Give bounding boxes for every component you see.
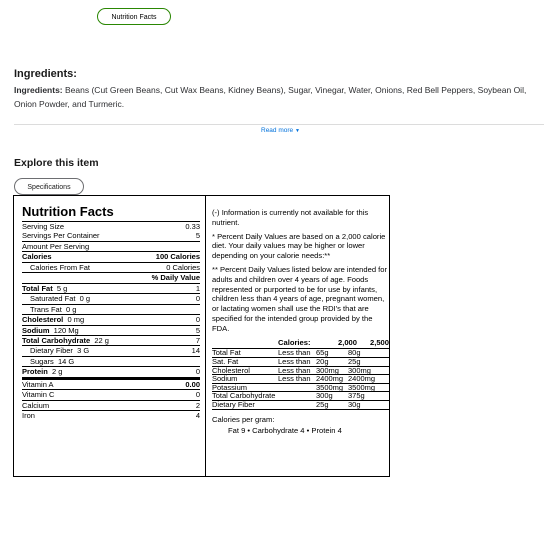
nutrient-amount: 22 g <box>94 336 109 346</box>
vitamin-row <box>22 410 200 420</box>
nutrient-dv: 7 <box>195 336 200 346</box>
nutrient-label: Cholesterol <box>22 315 64 325</box>
nutrient-label: Protein <box>22 367 48 377</box>
nutrient-dv: 1 <box>195 284 200 294</box>
nutrient-dv: 0 <box>195 294 200 304</box>
serving-size-label: Serving Size <box>22 222 65 231</box>
nutrient-label: Saturated Fat <box>30 294 76 304</box>
cal-row-label: Total Carbohydrate <box>212 391 276 401</box>
cal-row-qualifier <box>278 401 316 409</box>
dv-header: % Daily Value <box>22 272 200 283</box>
per-gram-values: Fat 9 • Carbohydrate 4 • Protein 4 <box>228 425 342 435</box>
nutrient-amount: 14 G <box>57 356 75 366</box>
cal-row-2000: 300mg <box>316 365 339 375</box>
cal-row-2000: 25g <box>316 399 329 409</box>
cal-row-label: Total Fat <box>212 348 241 358</box>
nutrient-label: Total Fat <box>22 284 53 294</box>
servings-row <box>22 231 200 240</box>
nutrient-row <box>22 366 200 376</box>
nutrient-amount: 0 g <box>66 304 77 314</box>
pdv-note-2: ** Percent Daily Values listed below are intended for adults and children over 4 years of age. Foods represented or purported to be for use by infants, children less than 4 years of age, pregnant women, or lactating women shall use the RDI's that are specified for the intended group provided by the FDA. <box>212 264 388 333</box>
nutrient-amount: 3 G <box>77 346 90 356</box>
nutrition-notes <box>212 208 390 436</box>
cal-row-qualifier: Less than <box>278 374 311 384</box>
panel-divider <box>205 196 206 476</box>
calories-label: Calories <box>22 252 52 262</box>
vitamin-label: Vitamin C <box>22 390 55 400</box>
nutrient-dv: 0 <box>195 367 200 377</box>
calories-header-2500: 2,500 <box>370 337 390 347</box>
calories-header-label: Calories: <box>278 337 311 347</box>
chevron-down-icon: ▼ <box>294 128 300 134</box>
cal-row-qualifier: Less than <box>278 356 311 366</box>
servings-label: Servings Per Container <box>22 231 100 241</box>
nutrient-row <box>22 293 200 303</box>
serving-size-row <box>22 221 200 231</box>
ingredients-label: Ingredients: <box>14 85 63 95</box>
nutrient-label: Total Carbohydrate <box>22 336 91 346</box>
nutrient-row <box>22 335 200 345</box>
nutrient-row <box>22 314 200 324</box>
cal-row-qualifier <box>278 384 316 392</box>
nutrient-amount: 2 g <box>52 367 63 377</box>
nutrient-row <box>22 283 200 293</box>
nutrient-row <box>22 356 200 366</box>
cal-row-2000: 20g <box>316 356 329 366</box>
vitamin-dv: 0.00 <box>185 379 200 389</box>
vitamin-row <box>22 400 200 410</box>
calories-per-gram <box>212 414 390 436</box>
tab-specifications[interactable]: Specifications <box>14 178 84 195</box>
cal-row-label: Potassium <box>212 382 248 392</box>
nutrient-label: Trans Fat <box>30 304 62 314</box>
cal-row-qualifier: Less than <box>278 365 311 375</box>
cal-row-2500: 25g <box>348 356 361 366</box>
vitamin-label: Iron <box>22 410 35 420</box>
explore-heading: Explore this item <box>14 157 99 169</box>
nutrition-facts-label <box>22 204 200 420</box>
calories-header-2000: 2,000 <box>338 337 358 347</box>
calories-table-row <box>212 401 390 410</box>
cal-row-2500: 3500mg <box>348 382 376 392</box>
vitamin-dv: 4 <box>195 410 200 420</box>
servings-value: 5 <box>195 231 200 241</box>
amount-row <box>22 241 200 251</box>
cal-row-2000: 2400mg <box>316 374 344 384</box>
cal-row-label: Sat. Fat <box>212 356 239 366</box>
divider <box>14 124 544 125</box>
ingredients-list: Beans (Cut Green Beans, Cut Wax Beans, Kidney Beans), Sugar, Vinegar, Water, Onions, Red Bell Peppers, Soybean Oil, Onion Powder, and Turmeric. <box>14 85 527 109</box>
pdv-note: * Percent Daily Values are based on a 2,000 calorie diet. Your daily values may be higher or lower depending on your calorie needs:** <box>212 231 386 261</box>
cal-row-label: Dietary Fiber <box>212 399 255 409</box>
amount-label: Amount Per Serving <box>22 241 90 251</box>
per-gram-label: Calories per gram: <box>212 414 275 424</box>
vitamin-row <box>22 389 200 399</box>
cal-row-2000: 300g <box>316 391 333 401</box>
cal-row-2500: 30g <box>348 399 361 409</box>
cal-row-2500: 2400mg <box>348 374 376 384</box>
ingredients-text <box>14 83 549 111</box>
read-more-label: Read more <box>261 127 294 134</box>
cal-row-2000: 65g <box>316 348 329 358</box>
nutrient-amount: 0 g <box>79 294 91 304</box>
calories-fat-label: Calories From Fat <box>30 262 91 272</box>
nutrient-dv: 14 <box>191 346 200 356</box>
vitamin-row <box>22 377 200 389</box>
nutrient-amount: 5 g <box>56 284 68 294</box>
nutrition-title: Nutrition Facts <box>22 204 114 219</box>
nutrient-label: Dietary Fiber <box>30 346 73 356</box>
calories-fat-row <box>22 262 200 272</box>
vitamin-label: Calcium <box>22 400 50 410</box>
nutrient-amount: 120 Mg <box>53 325 79 335</box>
info-note: (-) Information is currently not available for this nutrient. <box>212 208 369 227</box>
cal-row-2000: 3500mg <box>316 382 344 392</box>
serving-size-value: 0.33 <box>185 222 200 231</box>
cal-row-qualifier: Less than <box>278 348 311 358</box>
nutrient-row <box>22 325 200 335</box>
nutrient-row <box>22 304 200 314</box>
vitamin-label: Vitamin A <box>22 379 54 389</box>
vitamin-dv: 2 <box>195 400 200 410</box>
nutrient-dv: 5 <box>195 325 200 335</box>
cal-row-qualifier <box>290 392 316 400</box>
calories-row <box>22 251 200 261</box>
cal-row-2500: 375g <box>348 391 365 401</box>
ingredients-heading: Ingredients: <box>14 68 77 80</box>
vitamin-dv: 0 <box>195 390 200 400</box>
nutrient-row <box>22 345 200 355</box>
nutrient-dv: 0 <box>195 315 200 325</box>
cal-row-2500: 80g <box>348 348 361 358</box>
calories-fat-value: 0 Calories <box>166 262 200 272</box>
calories-value: 100 Calories <box>155 252 200 262</box>
cal-row-label: Cholesterol <box>212 365 250 375</box>
nutrient-amount: 0 mg <box>67 315 85 325</box>
read-more-link[interactable] <box>261 127 300 134</box>
tab-nutrition-facts[interactable]: Nutrition Facts <box>97 8 171 25</box>
cal-row-2500: 300mg <box>348 365 371 375</box>
nutrition-panel <box>13 195 390 477</box>
cal-row-label: Sodium <box>212 374 238 384</box>
nutrient-label: Sugars <box>30 356 54 366</box>
nutrient-label: Sodium <box>22 325 50 335</box>
